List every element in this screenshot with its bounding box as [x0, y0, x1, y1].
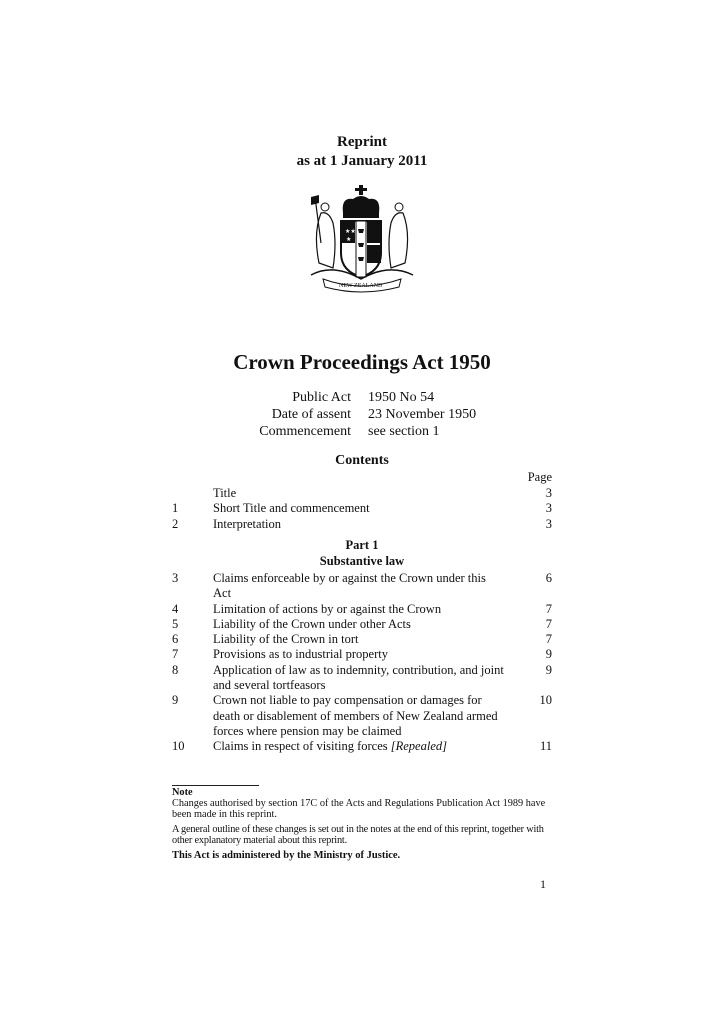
toc-part-1: [172, 571, 552, 755]
reprint-date: as at 1 January 2011: [296, 153, 428, 169]
repealed-marker: [Repealed]: [390, 739, 447, 754]
toc-page: 10: [539, 693, 552, 708]
toc-entry[interactable]: [172, 632, 552, 647]
page-column-header: Page: [527, 470, 552, 484]
toc-text[interactable]: Crown not liable to pay compensation or damages for death or disablement of members of New Zealand armed forces where pension may be claimed: [213, 693, 498, 738]
toc-number: 10: [172, 739, 185, 754]
toc-text[interactable]: Interpretation: [213, 516, 282, 531]
toc-entry[interactable]: [172, 501, 552, 516]
meta-row-public-act: [230, 389, 476, 406]
toc-text[interactable]: Claims enforceable by or against the Crown under this Act: [213, 571, 486, 601]
toc-text[interactable]: Limitation of actions by or against the Crown: [213, 601, 442, 616]
toc-entry[interactable]: [172, 647, 552, 662]
toc-text[interactable]: Liability of the Crown in tort: [213, 632, 359, 647]
meta-row-date-of-assent: [230, 406, 476, 423]
toc-entry[interactable]: [172, 602, 552, 617]
toc-text: Claims in respect of visiting forces: [213, 739, 388, 754]
toc-text[interactable]: Provisions as to industrial property: [213, 647, 388, 662]
toc-entry[interactable]: [172, 517, 552, 532]
toc-number: 6: [172, 632, 179, 647]
toc-number: 9: [172, 693, 179, 708]
toc-text[interactable]: Liability of the Crown under other Acts: [213, 616, 411, 631]
toc-text[interactable]: Application of law as to indemnity, contribution, and joint and several tortfeasors: [213, 662, 504, 693]
toc-entry[interactable]: [172, 693, 552, 739]
toc-page: 7: [545, 601, 552, 616]
toc-page: 3: [545, 486, 552, 500]
toc-page: 3: [545, 501, 552, 516]
toc-prelim: [172, 486, 552, 532]
act-meta: [230, 389, 476, 440]
meta-label: Date of assent: [271, 407, 351, 422]
meta-label: Commencement: [259, 424, 351, 439]
note-paragraph: A general outline of these changes is set out in the notes at the end of this reprint, together with other explanatory material about this reprint.: [172, 824, 544, 846]
meta-row-commencement: [230, 423, 476, 440]
toc-number: 3: [172, 571, 179, 585]
toc-number: [172, 486, 213, 501]
toc-page: 3: [545, 516, 552, 531]
reprint-label: Reprint: [337, 134, 387, 150]
toc-page: 7: [545, 632, 552, 647]
toc-entry[interactable]: [172, 571, 552, 602]
toc-number: 4: [172, 601, 179, 616]
toc-number: 5: [172, 616, 179, 631]
svg-text:★: ★: [346, 237, 352, 243]
toc-entry[interactable]: [172, 617, 552, 632]
part-title: Substantive law: [319, 553, 405, 568]
meta-value: see section 1: [368, 424, 440, 439]
meta-label: Public Act: [292, 390, 351, 405]
note-paragraph: Changes authorised by section 17C of the Acts and Regulations Publication Act 1989 have been made in this reprint.: [172, 798, 546, 820]
page-number: 1: [540, 877, 546, 891]
toc-text[interactable]: Short Title and commencement: [213, 501, 370, 516]
toc-page: 6: [545, 571, 552, 585]
note-heading: Note: [172, 787, 193, 798]
toc-number: 8: [172, 662, 179, 677]
toc-page: 7: [545, 616, 552, 631]
footnote-divider: [172, 785, 259, 786]
svg-text:NEW ZEALAND: NEW ZEALAND: [339, 283, 383, 289]
svg-text:★★: ★★: [345, 229, 356, 235]
part-label: Part 1: [345, 538, 379, 552]
part-heading: [172, 538, 552, 569]
meta-value: 23 November 1950: [368, 407, 477, 422]
meta-value: 1950 No 54: [368, 390, 435, 405]
reprint-header: [0, 133, 724, 171]
toc-page: 9: [545, 662, 552, 677]
toc-entry[interactable]: [172, 739, 552, 754]
reprint-note: [172, 787, 557, 861]
administered-by: This Act is administered by the Ministry of Justice.: [172, 850, 401, 861]
toc-entry[interactable]: [172, 486, 552, 501]
toc-number: 1: [172, 501, 179, 516]
toc-page: 11: [539, 739, 552, 754]
toc-page: 9: [545, 647, 552, 662]
toc-number: 7: [172, 647, 179, 662]
act-title: Crown Proceedings Act 1950: [233, 350, 491, 374]
toc-text-with-repealed[interactable]: [213, 739, 524, 754]
contents-heading: Contents: [335, 453, 389, 468]
toc-text[interactable]: Title: [213, 486, 237, 500]
toc-entry[interactable]: [172, 663, 552, 694]
coat-of-arms-icon: [303, 183, 421, 293]
toc-number: 2: [172, 516, 179, 531]
